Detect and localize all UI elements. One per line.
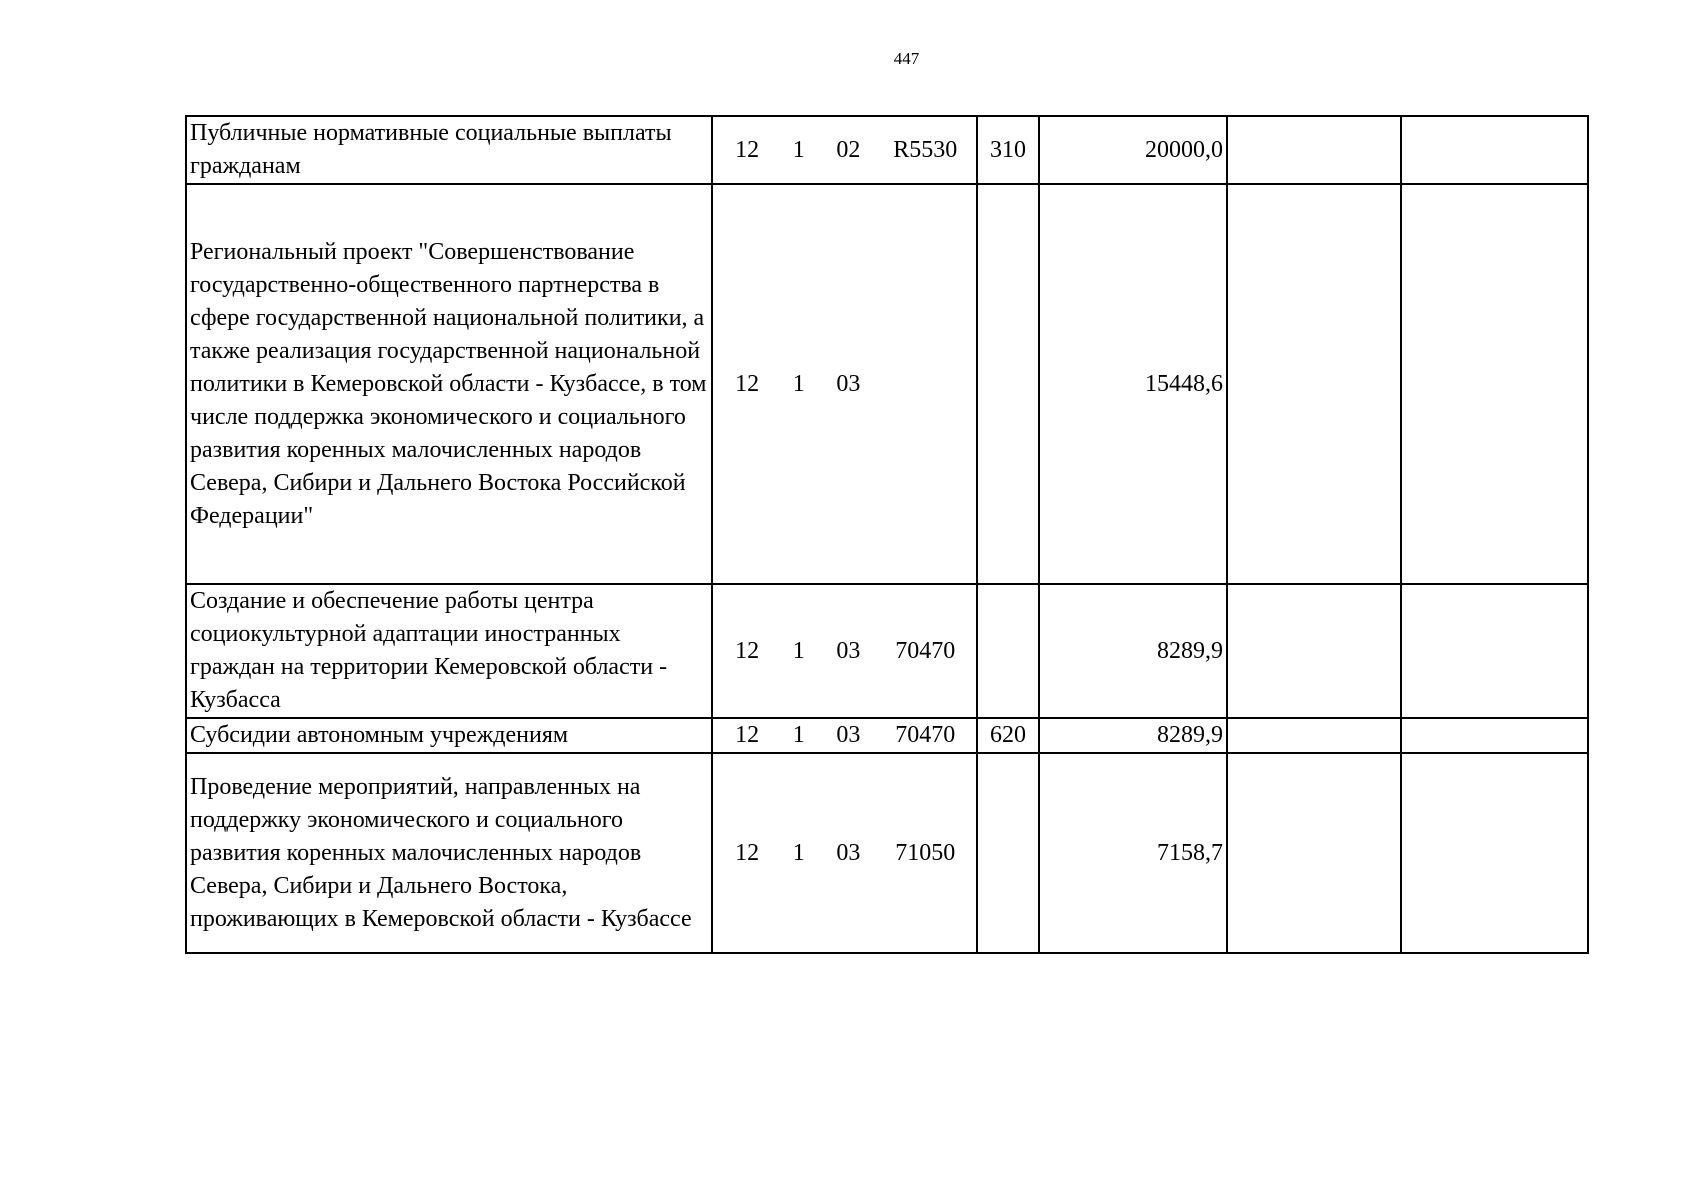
- subprogram-code: 1: [792, 637, 805, 664]
- direction-code: 70470: [895, 722, 956, 748]
- code-group: [712, 184, 977, 584]
- extra-column-1: [1227, 584, 1401, 718]
- extra-column-1: [1227, 718, 1401, 753]
- extra-column-2: [1401, 584, 1588, 718]
- extra-column-2: [1401, 753, 1588, 953]
- table-row: [186, 584, 1588, 718]
- subprogram-code: 1: [792, 370, 805, 397]
- section-code: 12: [735, 370, 760, 397]
- amount: 20000,0: [1039, 116, 1227, 184]
- table-row: [186, 753, 1588, 953]
- section-code: 12: [735, 136, 760, 163]
- amount: 8289,9: [1039, 584, 1227, 718]
- row-name: Региональный проект "Совершенствование государственно-общественного партнерства в сфере государственной национальной политики, а также реализация государственной национальной политики в Кемеровской области - Кузбассе, в том числе поддержка экономического и социального развития коренных малочисленных народов Севера, Сибири и Дальнего Востока Российской Федерации": [186, 184, 712, 584]
- row-name: Публичные нормативные социальные выплаты гражданам: [186, 116, 712, 184]
- code-group: [712, 718, 977, 753]
- extra-column-1: [1227, 184, 1401, 584]
- section-code: 12: [735, 637, 760, 664]
- expense-type-code: [977, 584, 1039, 718]
- code-group: [712, 116, 977, 184]
- row-name: Субсидии автономным учреждениям: [186, 718, 712, 753]
- expense-type-code: [977, 184, 1039, 584]
- amount: 15448,6: [1039, 184, 1227, 584]
- extra-column-1: [1227, 116, 1401, 184]
- section-code: 12: [735, 839, 760, 866]
- row-name: Создание и обеспечение работы центра социокультурной адаптации иностранных граждан на территории Кемеровской области - Кузбасса: [186, 584, 712, 718]
- subprogram-code: 1: [792, 722, 805, 748]
- extra-column-2: [1401, 184, 1588, 584]
- section-code: 12: [735, 722, 760, 748]
- row-name: Проведение мероприятий, направленных на поддержку экономического и социального развития коренных малочисленных народов Севера, Сибири и Дальнего Востока, проживающих в Кемеровской области - Кузбассе: [186, 753, 712, 953]
- amount: 8289,9: [1039, 718, 1227, 753]
- amount: 7158,7: [1039, 753, 1227, 953]
- table-row: [186, 718, 1588, 753]
- extra-column-1: [1227, 753, 1401, 953]
- table-row: [186, 116, 1588, 184]
- direction-code: 70470: [895, 637, 956, 664]
- main-event-code: 03: [836, 637, 861, 664]
- table-row: [186, 184, 1588, 584]
- code-group: [712, 584, 977, 718]
- expense-type-code: 310: [977, 116, 1039, 184]
- expense-type-code: 620: [977, 718, 1039, 753]
- subprogram-code: 1: [792, 839, 805, 866]
- page-number: 447: [893, 49, 920, 68]
- direction-code: 71050: [895, 839, 956, 866]
- subprogram-code: 1: [792, 136, 805, 163]
- main-event-code: 03: [836, 722, 861, 748]
- main-event-code: 02: [836, 136, 861, 163]
- extra-column-2: [1401, 116, 1588, 184]
- code-group: [712, 753, 977, 953]
- main-event-code: 03: [836, 839, 861, 866]
- budget-table: [185, 115, 1589, 954]
- expense-type-code: [977, 753, 1039, 953]
- main-event-code: 03: [836, 370, 861, 397]
- direction-code: R5530: [893, 136, 958, 163]
- extra-column-2: [1401, 718, 1588, 753]
